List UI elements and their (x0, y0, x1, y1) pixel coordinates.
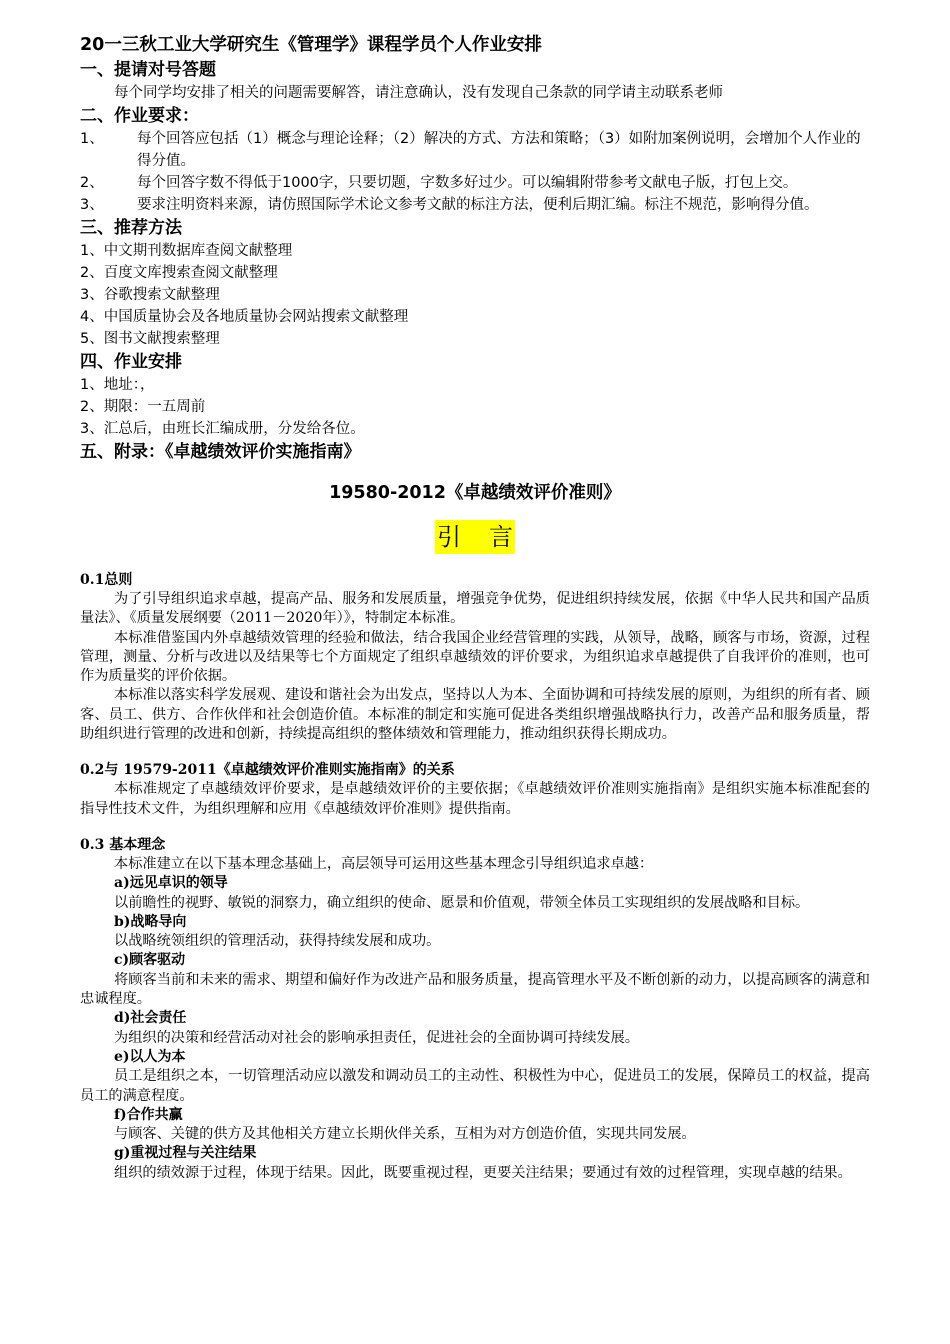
concept-text: 与顾客、关键的供方及其他相关方建立长期伙伴关系，互相为对方创造价值，实现共同发展。 (114, 1126, 696, 1143)
requirement-number: 1、 (80, 131, 104, 147)
requirement-item (80, 172, 870, 194)
clause-0-3-intro: 本标准建立在以下基本理念基础上，高层领导可运用这些基本理念引导组织追求卓越： (114, 855, 654, 872)
method-item: 2、百度文库搜索查阅文献整理 (80, 265, 278, 281)
schedule-item: 1、地址：， (80, 377, 155, 393)
intro-heading-char: 引 (437, 523, 489, 551)
concept-text: 为组织的决策和经营活动对社会的影响承担责任，促进社会的全面协调可持续发展。 (114, 1029, 639, 1046)
concept-text: 以战略统领组织的管理活动，获得持续发展和成功。 (114, 933, 441, 950)
clause-0-2-paragraph: 本标准规定了卓越绩效评价要求，是卓越绩效评价的主要依据；《卓越绩效评价准则实施指南》是组织实施本标准配套的指导性技术文件，为组织理解和应用《卓越绩效评价准则》提供指南。 (80, 781, 870, 817)
clause-0-1-paragraph: 本标准借鉴国内外卓越绩效管理的经验和做法，结合我国企业经营管理的实践，从领导，战略，顾客与市场，资源，过程管理，测量、分析与改进以及结果等七个方面规定了组织卓越绩效的评价要求，为组织追求卓越提供了自我评价的准则，也可作为质量奖的评价依据。 (80, 629, 870, 685)
document-page (80, 32, 870, 1183)
requirement-number: 2、 (80, 175, 104, 191)
requirement-text: 要求注明资料来源，请仿照国际学术论文参考文献的标注方法，便利后期汇编。标注不规范，影响得分值。 (137, 197, 819, 213)
clause-0-1-paragraph: 为了引导组织追求卓越，提高产品、服务和发展质量，增强竞争优势，促进组织持续发展，依据《中华人民共和国产品质量法》、《质量发展纲要（2011－2020年）》，特制定本标准。 (80, 591, 870, 627)
section1-text: 每个同学均安排了相关的问题需要解答，请注意确认，没有发现自己条款的同学请主动联系老师 (114, 85, 723, 101)
requirement-item (80, 194, 870, 216)
intro-heading-highlight (435, 520, 515, 554)
requirement-text: 每个回答字数不得低于1000字，只要切题，字数多好过少。可以编辑附带参考文献电子版，打包上交。 (137, 175, 798, 191)
standard-title: 19580-2012《卓越绩效评价准则》 (329, 483, 621, 503)
concept-title: c)顾客驱动 (114, 952, 186, 969)
concept-text: 将顾客当前和未来的需求、期望和偏好作为改进产品和服务质量，提高管理水平及不断创新的动力，以提高顾客的满意和忠诚程度。 (80, 971, 870, 1008)
section5-heading: 五、附录：《卓越绩效评价实施指南》 (80, 442, 361, 462)
concept-text: 员工是组织之本，一切管理活动应以激发和调动员工的主动性、积极性为中心，促进员工的发展，保障员工的权益，提高员工的满意程度。 (80, 1068, 870, 1104)
method-item: 1、中文期刊数据库查阅文献整理 (80, 243, 293, 259)
section2-heading: 二、作业要求： (80, 106, 199, 126)
section4-heading: 四、作业安排 (80, 352, 182, 372)
intro-heading-char: 言 (489, 523, 513, 551)
method-item: 3、谷歌搜索文献整理 (80, 287, 220, 303)
concept-title: a)远见卓识的领导 (114, 875, 228, 892)
concept-title: b)战略导向 (114, 913, 187, 930)
intro-heading (80, 520, 870, 554)
schedule-item: 3、汇总后，由班长汇编成册，分发给各位。 (80, 421, 365, 437)
section3-heading: 三、推荐方法 (80, 218, 182, 238)
requirement-number: 3、 (80, 197, 104, 213)
clause-0-1-heading: 0.1总则 (80, 572, 133, 588)
section1-heading: 一、提请对号答题 (80, 60, 216, 80)
schedule-item: 2、期限：一五周前 (80, 399, 206, 415)
requirement-item (80, 128, 870, 172)
clause-0-3-heading: 0.3 基本理念 (80, 836, 166, 853)
concept-title: g)重视过程与关注结果 (114, 1145, 257, 1162)
method-item: 5、图书文献搜索整理 (80, 331, 220, 347)
concept-title: e)以人为本 (114, 1048, 186, 1065)
requirement-text: 每个回答应包括（1）概念与理论诠释；（2）解决的方式、方法和策略；（3）如附加案例说明，会增加个人作业的得分值。 (137, 131, 861, 169)
clause-0-1-paragraph: 本标准以落实科学发展观、建设和谐社会为出发点，坚持以人为本、全面协调和可持续发展的原则，为组织的所有者、顾客、员工、供方、合作伙伴和社会创造价值。本标准的制定和实施可促进各类组织增强战略执行力，改善产品和服务质量，帮助组织进行管理的改进和创新，持续提高组织的整体绩效和管理能力，推动组织获得长期成功。 (80, 687, 870, 743)
concept-text: 以前瞻性的视野、敏锐的洞察力，确立组织的使命、愿景和价值观，带领全体员工实现组织的发展战略和目标。 (114, 894, 810, 911)
concept-title: f)合作共赢 (114, 1106, 183, 1123)
doc-title: 20一三秋工业大学研究生《管理学》课程学员个人作业安排 (80, 35, 542, 55)
method-item: 4、中国质量协会及各地质量协会网站搜索文献整理 (80, 309, 409, 325)
concept-title: d)社会责任 (114, 1010, 187, 1027)
concept-text: 组织的绩效源于过程，体现于结果。因此，既要重视过程，更要关注结果；要通过有效的过程管理，实现卓越的结果。 (114, 1164, 852, 1181)
clause-0-2-heading: 0.2与 19579-2011《卓越绩效评价准则实施指南》的关系 (80, 762, 455, 779)
